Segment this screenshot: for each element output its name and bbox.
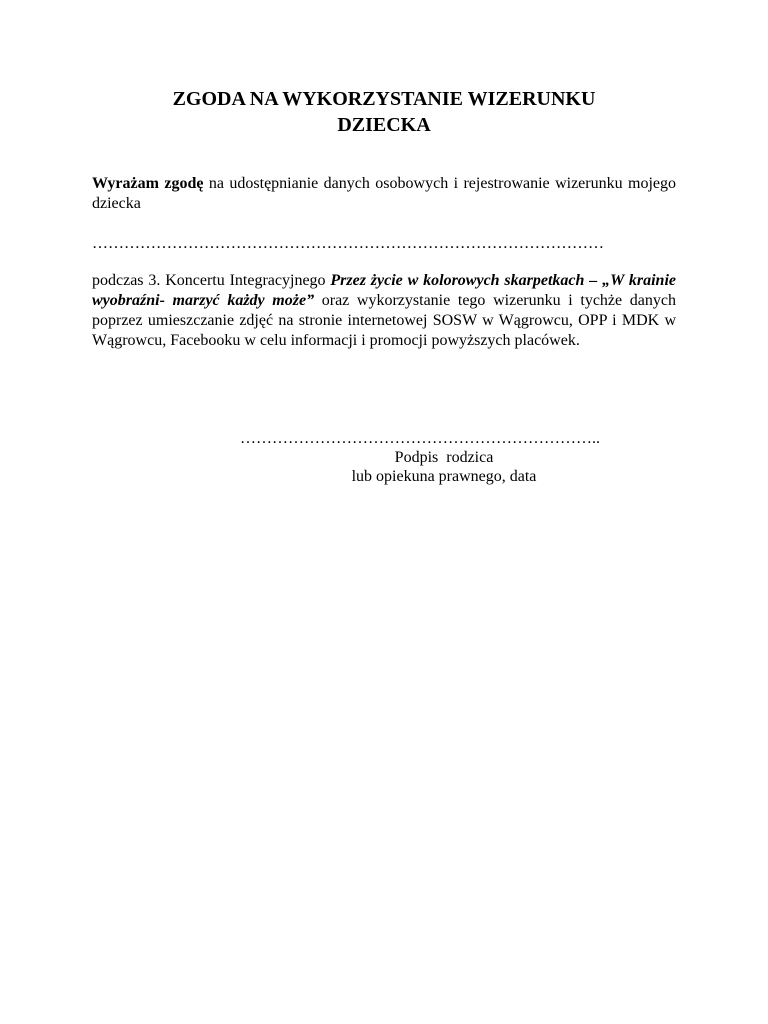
event-rest: oraz wykorzystanie tego wizerunku i tychże danych poprzez umieszczanie zdjęć na stronie internetowej SOSW w Wągrowcu, OPP i MDK w Wągrowcu, Facebooku w celu informacji i promocji powyższych placówek. — [92, 292, 676, 349]
signature-label-2: lub opiekuna prawnego, data — [351, 468, 537, 485]
child-name-field: …………………………………………………………………………………… — [92, 235, 604, 252]
event-lead: podczas 3. Koncertu Integracyjnego — [92, 272, 331, 289]
title-line-2: DZIECKA — [337, 114, 431, 136]
consent-bold-lead: Wyrażam zgodę — [92, 175, 204, 192]
signature-line: ………………………………………………………….. — [240, 430, 600, 447]
consent-text: na udostępnianie danych osobowych i rejestrowanie wizerunku mojego dziecka — [92, 175, 677, 212]
title-line-1: ZGODA NA WYKORZYSTANIE WIZERUNKU — [172, 88, 596, 110]
event-name: Przez życie w kolorowych skarpetkach – „W krainie wyobraźni- marzyć każdy może” — [92, 272, 676, 309]
event-paragraph — [92, 271, 676, 351]
signature-label-1: Podpis rodzica — [394, 449, 494, 466]
document-title — [92, 86, 676, 138]
consent-paragraph — [92, 174, 676, 214]
